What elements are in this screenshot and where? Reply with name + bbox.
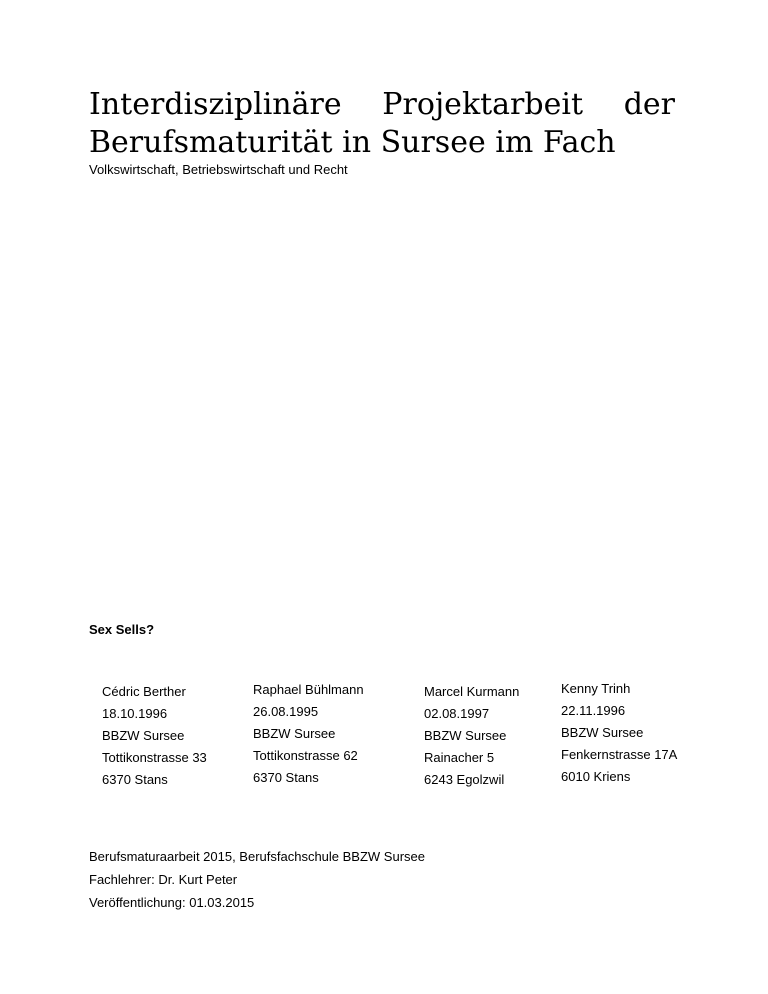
author-street: Tottikonstrasse 33 bbox=[102, 750, 207, 765]
author-birthdate: 22.11.1996 bbox=[561, 703, 626, 718]
footer-line: Fachlehrer: Dr. Kurt Peter bbox=[89, 872, 238, 887]
document-subtitle: Volkswirtschaft, Betriebswirtschaft und Recht bbox=[89, 162, 348, 177]
title-word: der bbox=[623, 87, 675, 122]
author-birthdate: 26.08.1995 bbox=[253, 704, 319, 719]
author-school: BBZW Sursee bbox=[561, 725, 644, 740]
author-school: BBZW Sursee bbox=[102, 728, 185, 743]
author-block bbox=[253, 679, 364, 789]
author-street: Tottikonstrasse 62 bbox=[253, 748, 358, 763]
title-line-1 bbox=[89, 86, 675, 124]
footer-info bbox=[89, 845, 425, 914]
author-school: BBZW Sursee bbox=[253, 726, 336, 741]
author-name: Marcel Kurmann bbox=[424, 684, 520, 699]
author-school: BBZW Sursee bbox=[424, 728, 507, 743]
author-city: 6370 Stans bbox=[253, 770, 319, 785]
author-street: Rainacher 5 bbox=[424, 750, 495, 765]
author-name: Cédric Berther bbox=[102, 684, 186, 699]
author-birthdate: 18.10.1996 bbox=[102, 706, 168, 721]
author-city: 6243 Egolzwil bbox=[424, 772, 505, 787]
title-line-2: Berufsmaturität in Sursee im Fach bbox=[89, 125, 616, 160]
author-block bbox=[424, 681, 519, 791]
author-city: 6370 Stans bbox=[102, 772, 168, 787]
author-block bbox=[561, 678, 677, 788]
author-birthdate: 02.08.1997 bbox=[424, 706, 490, 721]
author-block bbox=[102, 681, 207, 791]
author-street: Fenkernstrasse 17A bbox=[561, 747, 678, 762]
topic-heading: Sex Sells? bbox=[89, 622, 155, 637]
author-city: 6010 Kriens bbox=[561, 769, 631, 784]
title-word: Projektarbeit bbox=[382, 87, 584, 122]
footer-line: Berufsmaturaarbeit 2015, Berufsfachschule BBZW Sursee bbox=[89, 849, 425, 864]
author-name: Kenny Trinh bbox=[561, 681, 631, 696]
document-title bbox=[89, 86, 675, 162]
author-name: Raphael Bühlmann bbox=[253, 682, 364, 697]
footer-line: Veröffentlichung: 01.03.2015 bbox=[89, 895, 255, 910]
title-word: Interdisziplinäre bbox=[89, 87, 342, 122]
